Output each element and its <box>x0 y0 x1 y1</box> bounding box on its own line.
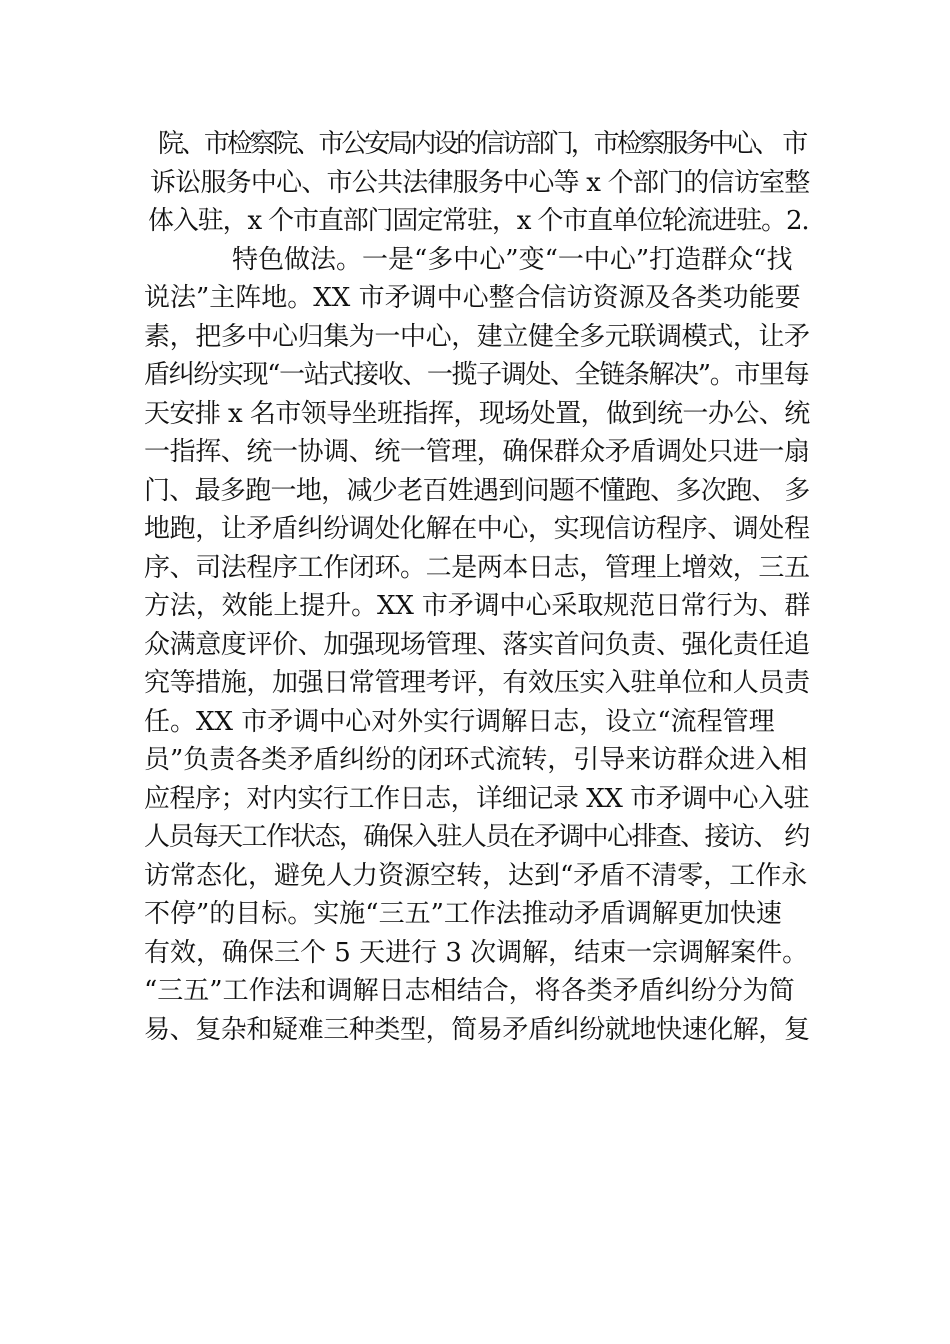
text-line-6: 素，把多中心归集为一中心，建立健全多元联调模式，让矛 <box>144 322 810 352</box>
text-line-12: 序、司法程序工作闭环。二是两本日志，管理上增效，三五 <box>144 553 810 583</box>
text-line-18: 应程序；对内实行工作日志，详细记录 XX 市矛调中心入驻 <box>144 784 810 814</box>
text-line-16: 任。XX 市矛调中心对外实行调解日志，设立“流程管理 <box>144 707 775 737</box>
text-line-14: 众满意度评价、加强现场管理、落实首问负责、强化责任追 <box>144 630 810 660</box>
text-line-5: 说法”主阵地。XX 市矛调中心整合信访资源及各类功能要 <box>144 283 801 313</box>
text-line-10: 门、最多跑一地，减少老百姓遇到问题不懂跑、多次跑、 多 <box>144 476 810 506</box>
text-line-11: 地跑，让矛盾纠纷调处化解在中心，实现信访程序、调处程 <box>144 514 810 544</box>
text-line-19: 人员每天工作状态，确保入驻人员在矛调中心排查、接访、 约 <box>144 822 809 852</box>
text-line-20: 访常态化，避免人力资源空转，达到“矛盾不清零，工作永 <box>144 861 808 891</box>
text-line-1: 院、市检察院、市公安局内设的信访部门，市检察服务中心、 市 <box>158 129 806 159</box>
text-line-15: 究等措施，加强日常管理考评，有效压实入驻单位和人员责 <box>144 668 810 698</box>
text-line-4: 特色做法。一是“多中心”变“一中心”打造群众“找 <box>232 245 793 275</box>
text-line-17: 员”负责各类矛盾纠纷的闭环式流转，引导来访群众进入相 <box>144 745 808 775</box>
text-line-13: 方法，效能上提升。XX 市矛调中心采取规范日常行为、群 <box>144 591 811 621</box>
text-line-3: 体入驻，x 个市直部门固定常驻，x 个市直单位轮流进驻。2. <box>148 206 809 236</box>
text-line-24: 易、复杂和疑难三种类型，简易矛盾纠纷就地快速化解，复 <box>144 1015 810 1045</box>
text-line-2: 诉讼服务中心、市公共法律服务中心等 x 个部门的信访室整 <box>150 168 810 198</box>
text-line-7: 盾纠纷实现“一站式接收、一揽子调处、全链条解决”。市里每 <box>144 360 809 390</box>
text-line-8: 天安排 x 名市领导坐班指挥，现场处置，做到统一办公、统 <box>144 399 810 429</box>
text-line-22: 有效，确保三个 5 天进行 3 次调解，结束一宗调解案件。 <box>144 938 809 968</box>
text-line-9: 一指挥、统一协调、统一管理，确保群众矛盾调处只进一扇 <box>144 437 810 467</box>
text-line-23: “三五”工作法和调解日志相结合，将各类矛盾纠纷分为简 <box>144 976 795 1006</box>
text-line-21: 不停”的目标。实施“三五”工作法推动矛盾调解更加快速 <box>144 899 782 929</box>
